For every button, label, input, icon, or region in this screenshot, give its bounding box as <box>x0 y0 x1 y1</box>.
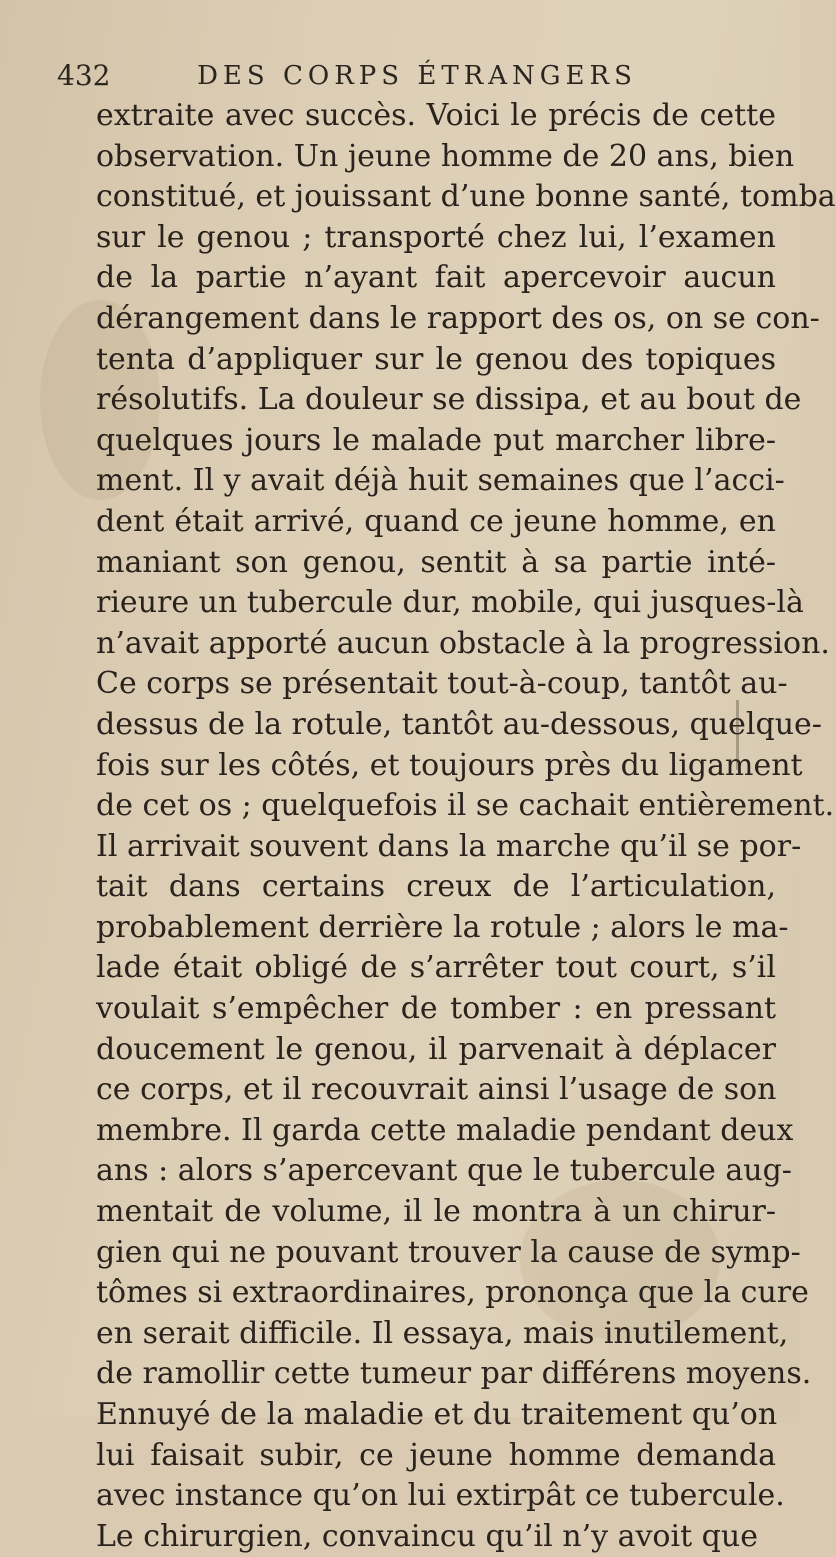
text-line: en serait difficile. Il essaya, mais inutilement, <box>96 1315 789 1351</box>
running-head: DES CORPS ÉTRANGERS <box>197 61 637 91</box>
body-text <box>96 96 836 1557</box>
text-line: Ennuyé de la maladie et du traitement qu’on <box>96 1397 778 1432</box>
text-line: doucement le genou, il parvenait à déplacer <box>96 1031 776 1067</box>
text-line: membre. Il garda cette maladie pendant deux <box>96 1112 794 1148</box>
text-line: fois sur les côtés, et toujours près du ligament <box>96 747 803 783</box>
text-line: ans : alors s’apercevant que le tubercule aug- <box>96 1153 792 1189</box>
text-line: ce corps, et il recouvrait ainsi l’usage de son <box>96 1072 777 1108</box>
text-line: dérangement dans le rapport des os, on se con- <box>96 300 820 336</box>
text-line: gien qui ne pouvant trouver la cause de symp- <box>96 1234 801 1270</box>
text-line: de ramollir cette tumeur par différens moyens. <box>96 1356 812 1392</box>
text-line: quelques jours le malade put marcher libre- <box>96 422 776 458</box>
text-line: Ce corps se présentait tout-à-coup, tantôt au- <box>96 666 788 702</box>
text-line: mentait de volume, il le montra à un chirur- <box>96 1194 776 1230</box>
text-line: maniant son genou, sentit à sa partie inté- <box>96 544 776 580</box>
margin-mark <box>736 700 739 770</box>
text-line: de la partie n’ayant fait apercevoir aucun <box>96 260 776 296</box>
text-line: lui faisait subir, ce jeune homme demanda <box>96 1437 776 1473</box>
text-line: constitué, et jouissant d’une bonne santé, tomba <box>96 179 836 215</box>
text-line: tait dans certains creux de l’articulation, <box>96 869 776 905</box>
text-line: observation. Un jeune homme de 20 ans, bien <box>96 138 795 174</box>
text-line: voulait s’empêcher de tomber : en pressant <box>96 991 776 1027</box>
text-line: lade était obligé de s’arrêter tout court, s’il <box>96 950 776 986</box>
text-line: n’avait apporté aucun obstacle à la progression. <box>96 625 830 661</box>
text-line: avec instance qu’on lui extirpât ce tubercule. <box>96 1478 785 1514</box>
text-line: Le chirurgien, convaincu qu’il n’y avoit que <box>96 1518 758 1554</box>
text-line: dent était arrivé, quand ce jeune homme, en <box>96 503 776 539</box>
text-line: tômes si extraordinaires, prononça que la cure <box>96 1275 809 1311</box>
text-line: de cet os ; quelquefois il se cachait entièrement. <box>96 788 835 824</box>
page-number: 432 <box>57 59 111 92</box>
text-line: Il arrivait souvent dans la marche qu’il se por- <box>96 828 802 864</box>
text-line: extraite avec succès. Voici le précis de cette <box>96 98 776 133</box>
text-line: dessus de la rotule, tantôt au-dessous, quelque- <box>96 706 822 742</box>
text-line: ment. Il y avait déjà huit semaines que l’acci- <box>96 463 785 499</box>
text-line: rieure un tubercule dur, mobile, qui jusques-là <box>96 585 804 621</box>
text-line: tenta d’appliquer sur le genou des topiques <box>96 341 776 377</box>
text-line: probablement derrière la rotule ; alors le ma- <box>96 909 789 945</box>
text-line: résolutifs. La douleur se dissipa, et au bout de <box>96 382 802 418</box>
page-header <box>57 58 757 98</box>
text-line: sur le genou ; transporté chez lui, l’examen <box>96 219 776 255</box>
